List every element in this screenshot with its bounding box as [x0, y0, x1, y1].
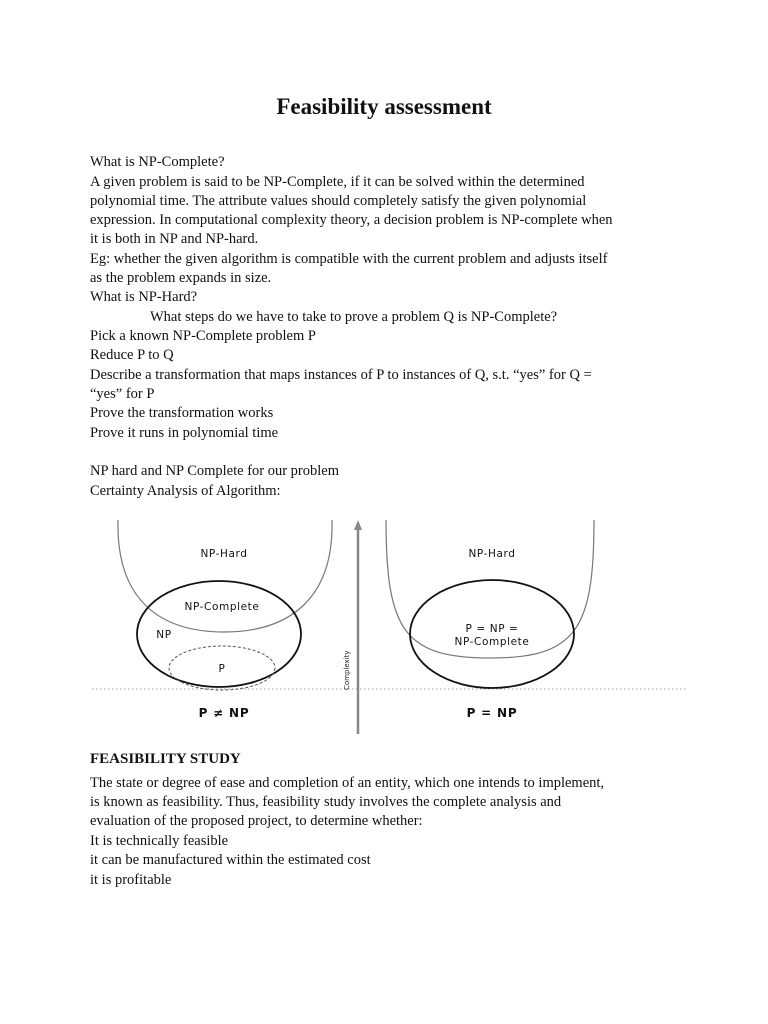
list-item: it is profitable	[90, 872, 172, 888]
axis-arrowhead	[354, 520, 362, 530]
paragraph-line: polynomial time. The attribute values should completely satisfy the given polynomial	[90, 193, 587, 209]
paragraph-line: evaluation of the proposed project, to determine whether:	[90, 813, 423, 829]
caption-p-neq-np: P ≠ NP	[198, 706, 250, 720]
step-line: Prove it runs in polynomial time	[90, 425, 279, 441]
paragraph-line: A given problem is said to be NP-Complete, if it can be solved within the determined	[90, 174, 585, 190]
question-np-hard: What is NP-Hard?	[90, 289, 198, 305]
list-item: it can be manufactured within the estimated cost	[90, 852, 371, 868]
np-complete-label-left: NP-Complete	[184, 601, 260, 613]
paragraph-line: as the problem expands in size.	[90, 270, 272, 286]
complexity-axis-label: Complexity	[343, 650, 351, 690]
question-np-complete: What is NP-Complete?	[90, 154, 225, 170]
p-label-left: P	[218, 663, 226, 675]
paragraph-line: it is both in NP and NP-hard.	[90, 231, 259, 247]
step-line: Pick a known NP-Complete problem P	[90, 328, 316, 344]
step-line: Prove the transformation works	[90, 405, 274, 421]
paragraph-line: expression. In computational complexity theory, a decision problem is NP-complete when	[90, 212, 613, 228]
paragraph-line: is known as feasibility. Thus, feasibility study involves the complete analysis and	[90, 794, 562, 810]
section-line: Certainty Analysis of Algorithm:	[90, 483, 281, 499]
np-hard-label-left: NP-Hard	[200, 548, 248, 560]
page-title: Feasibility assessment	[276, 94, 492, 119]
step-line: “yes” for P	[90, 386, 155, 402]
paragraph-line: The state or degree of ease and completion of an entity, which one intends to implement,	[90, 775, 605, 791]
step-line: Reduce P to Q	[90, 347, 174, 363]
np-complete-label-right: NP-Complete	[454, 636, 530, 648]
question-steps: What steps do we have to take to prove a problem Q is NP-Complete?	[150, 309, 558, 325]
np-hard-label-right: NP-Hard	[468, 548, 516, 560]
p-eq-np-label: P = NP =	[465, 623, 519, 635]
paragraph-line: Eg: whether the given algorithm is compatible with the current problem and adjusts itself	[90, 251, 608, 267]
caption-p-eq-np: P = NP	[466, 706, 518, 720]
list-item: It is technically feasible	[90, 833, 229, 849]
step-line: Describe a transformation that maps instances of P to instances of Q, s.t. “yes” for Q =	[90, 367, 592, 383]
section-line: NP hard and NP Complete for our problem	[90, 463, 340, 479]
np-hard-curve-left	[118, 520, 332, 632]
feasibility-heading: FEASIBILITY STUDY	[90, 751, 241, 767]
np-label-left: NP	[156, 629, 172, 641]
